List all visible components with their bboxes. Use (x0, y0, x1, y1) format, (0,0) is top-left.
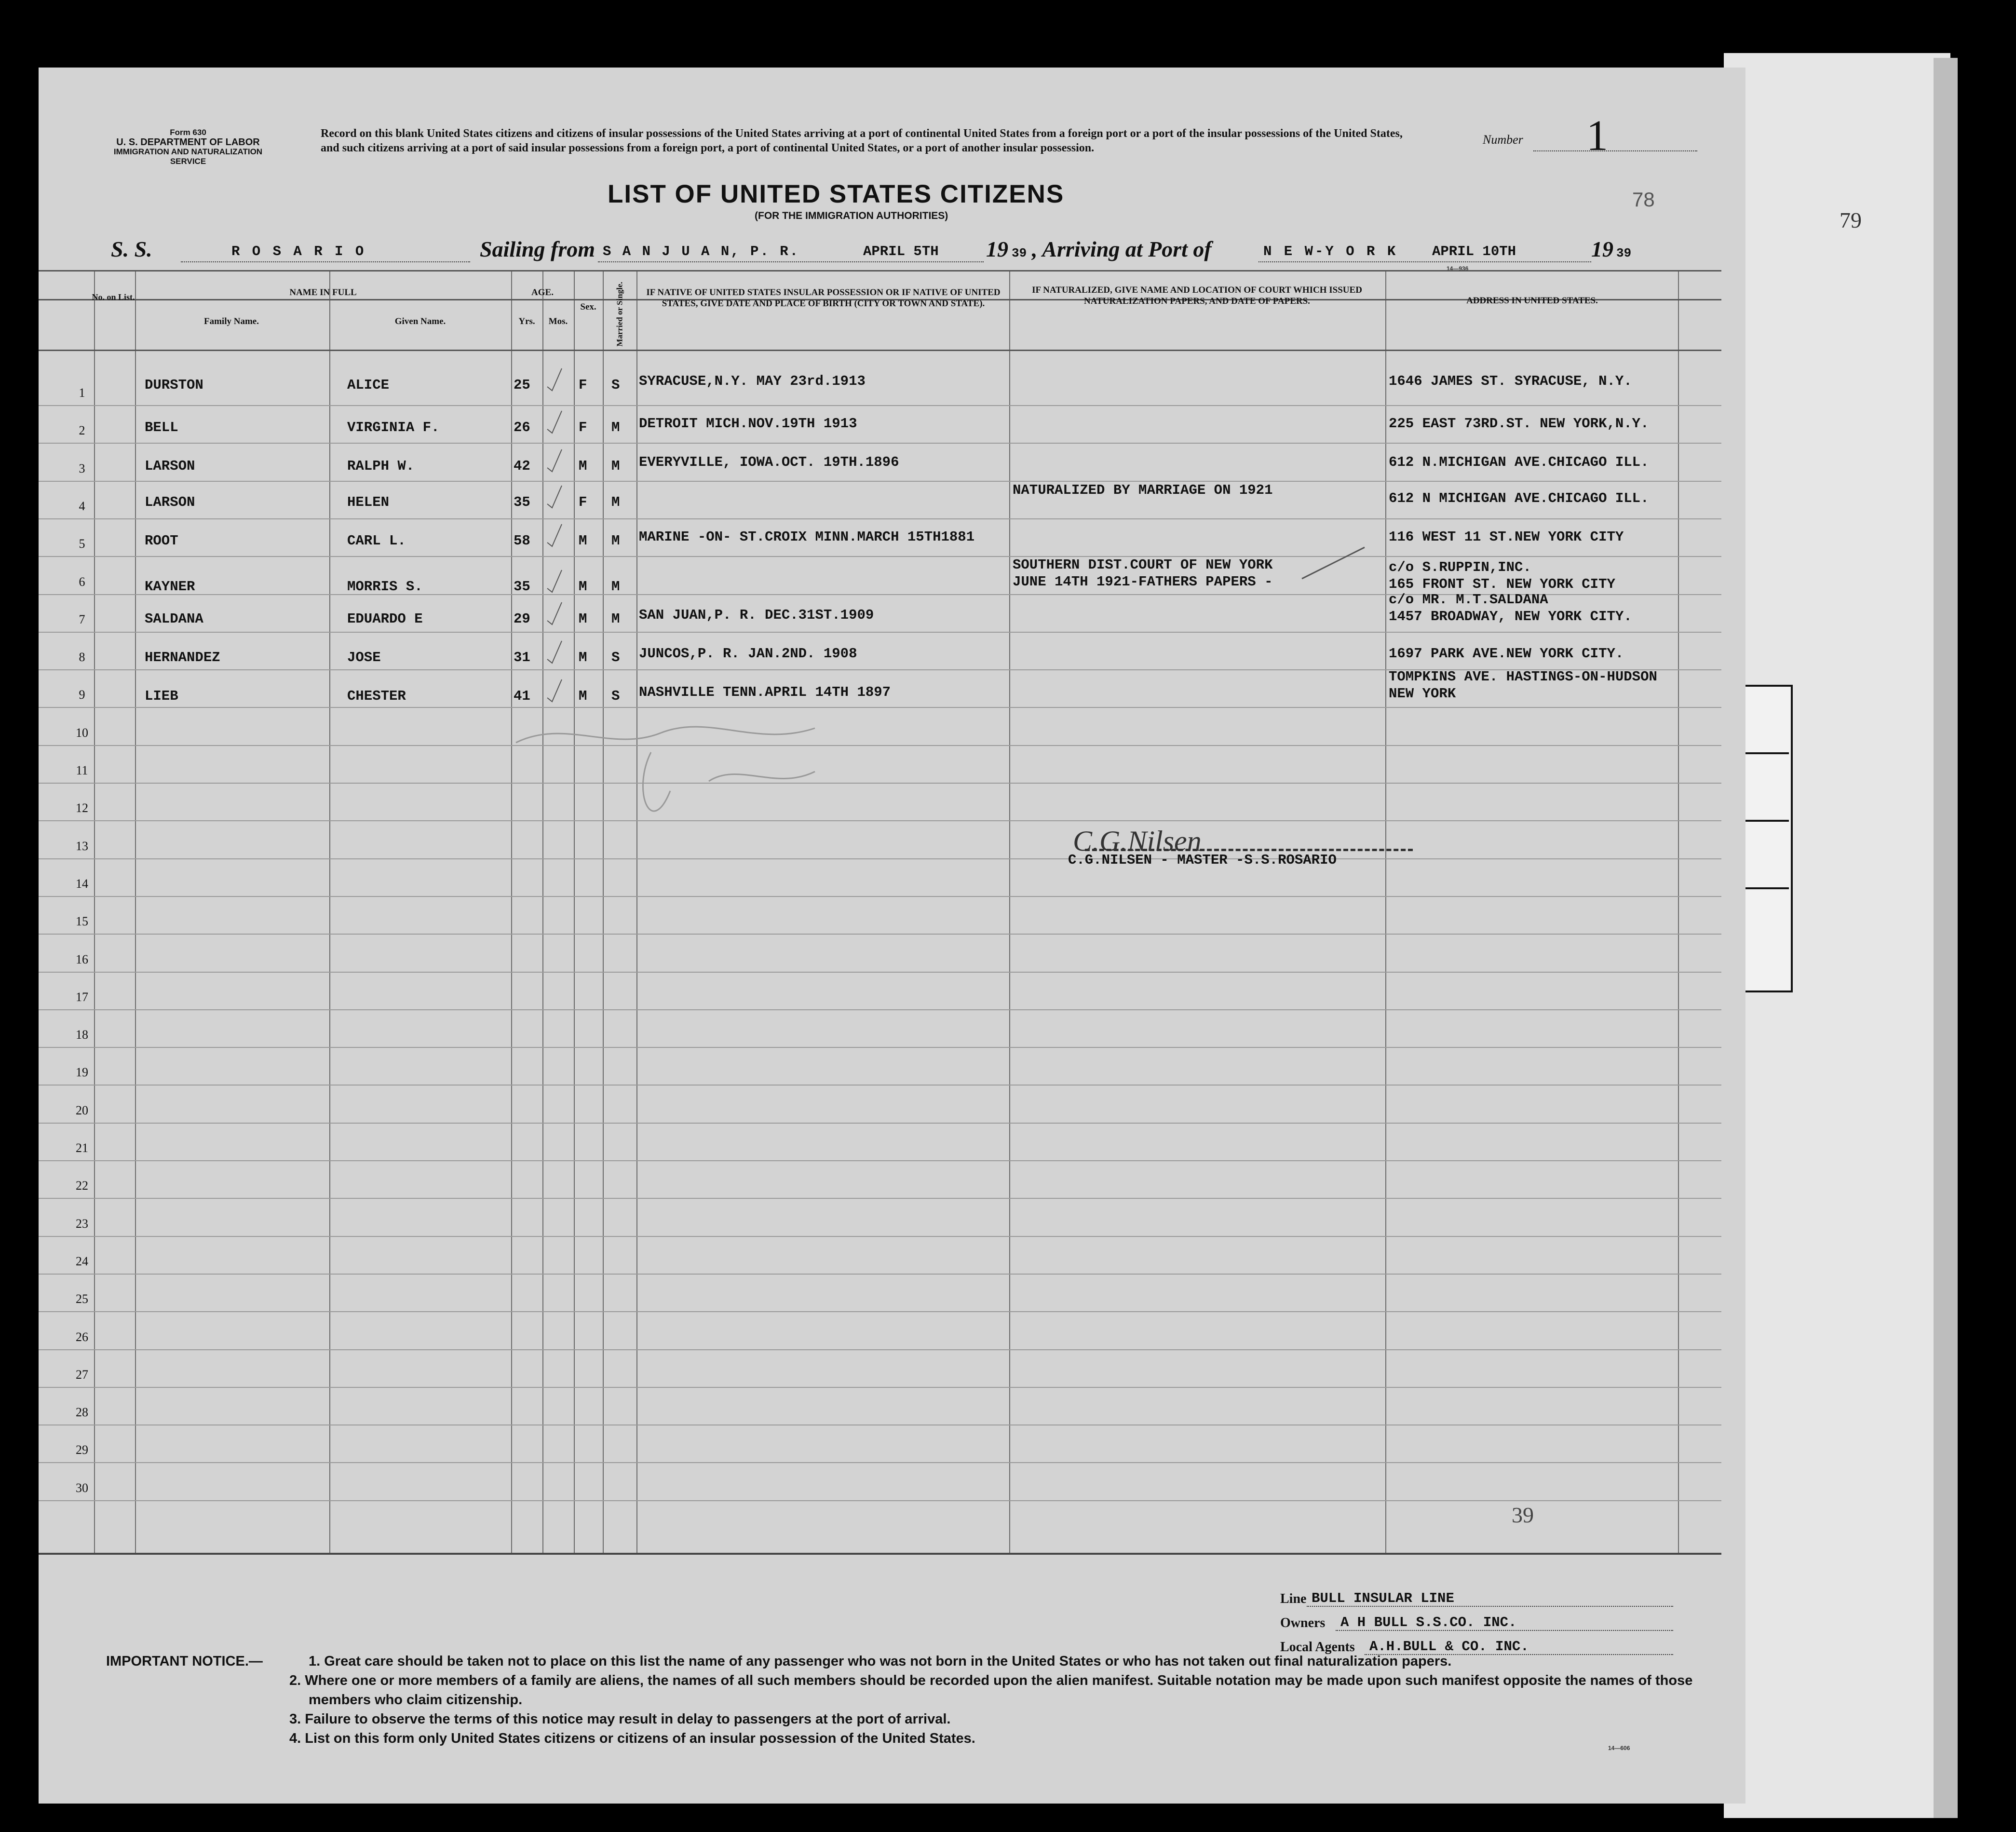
birth-place-date: SYRACUSE,N.Y. MAY 23rd.1913 (639, 373, 866, 389)
row-rule (39, 481, 1721, 482)
marital-status: M (611, 494, 620, 510)
check-mark-icon (545, 448, 564, 473)
family-name: LARSON (145, 458, 195, 474)
given-name: CARL L. (347, 533, 406, 549)
check-mark-icon (545, 569, 564, 593)
list-number: 1 (1586, 112, 1608, 160)
row-rule (39, 1085, 1721, 1086)
arriving-label: , Arriving at Port of (1032, 237, 1212, 261)
age-years: 26 (514, 420, 530, 435)
arrival-year: 39 (1616, 246, 1632, 260)
row-number: 23 (76, 1216, 88, 1231)
row-number: 3 (79, 461, 85, 475)
row-number: 11 (76, 763, 88, 777)
birth-place-date: SAN JUAN,P. R. DEC.31ST.1909 (639, 607, 874, 623)
master-signature: C.G.Nilsen (1073, 825, 1202, 857)
page-count: 39 (1512, 1503, 1534, 1527)
check-mark-icon (545, 367, 564, 392)
row-rule (39, 896, 1721, 897)
col-header-sex: Sex. (580, 302, 596, 312)
arrival-rule (1258, 261, 1591, 262)
year-prefix: 19 (1591, 237, 1613, 261)
line-label: Line (1280, 1591, 1307, 1606)
column-rule (542, 270, 543, 1553)
column-rule (329, 270, 330, 1553)
ship-rule (181, 261, 470, 262)
row-number: 28 (76, 1405, 88, 1420)
line-rule (1307, 1606, 1673, 1607)
col-header-given: Given Name. (394, 316, 446, 326)
row-number: 5 (79, 537, 85, 551)
notice-item: 1. Great care should be taken not to place on this list the name of any passenger who was not born in the United States or who has not taken out final naturalization papers. (309, 1654, 1452, 1669)
department: U. S. DEPARTMENT OF LABOR (116, 137, 260, 148)
sex: M (579, 650, 587, 665)
row-rule (39, 556, 1721, 557)
notice-item: 2. Where one or more members of a family are aliens, the names of all such members should be recorded upon the alien manifest. Suitable notation may be made upon such manifest opposite the names of those members who claim citizenship. (289, 1673, 1693, 1708)
marital-status: M (611, 420, 620, 435)
column-rule (1385, 270, 1386, 1553)
age-years: 35 (514, 579, 530, 595)
page-title: LIST OF UNITED STATES CITIZENS (608, 180, 1065, 208)
address-line: c/o S.RUPPIN,INC. (1389, 559, 1531, 575)
family-name: HERNANDEZ (145, 650, 220, 665)
arrival-date: APRIL 10TH (1432, 244, 1516, 259)
birth-place-date: EVERYVILLE, IOWA.OCT. 19TH.1896 (639, 454, 899, 470)
year-prefix: 19 (986, 237, 1008, 261)
row-number: 30 (76, 1480, 88, 1495)
given-name: CHESTER (347, 688, 406, 704)
row-number: 1 (79, 386, 85, 400)
col-header-years: Yrs. (518, 316, 535, 326)
sailing-label: Sailing from (480, 237, 595, 261)
column-rule (574, 270, 575, 1553)
given-name: MORRIS S. (347, 579, 423, 595)
ss-label: S. S. (111, 237, 152, 261)
check-mark-icon (545, 679, 564, 703)
naturalization-info: JUNE 14TH 1921-FATHERS PAPERS - (1013, 574, 1273, 590)
check-mark-icon (545, 410, 564, 434)
sailing-date: APRIL 5TH (863, 244, 939, 259)
age-years: 35 (514, 494, 530, 510)
row-rule (39, 972, 1721, 973)
address-line: TOMPKINS AVE. HASTINGS-ON-HUDSON (1389, 669, 1657, 685)
notice-lead: IMPORTANT NOTICE.— (106, 1654, 263, 1669)
row-rule (39, 1198, 1721, 1199)
address-line: 1697 PARK AVE.NEW YORK CITY. (1389, 646, 1624, 662)
row-number: 20 (76, 1103, 88, 1117)
row-number: 16 (76, 952, 88, 966)
form-header (96, 128, 280, 166)
departure-port: S A N J U A N, P. R. (603, 244, 800, 259)
naturalization-info: SOUTHERN DIST.COURT OF NEW YORK (1013, 557, 1273, 573)
address-line: 1457 BROADWAY, NEW YORK CITY. (1389, 609, 1632, 624)
row-rule (39, 783, 1721, 784)
sex: M (579, 579, 587, 595)
given-name: JOSE (347, 650, 381, 665)
age-years: 25 (514, 377, 530, 393)
given-name: ALICE (347, 377, 390, 393)
address-line: 612 N.MICHIGAN AVE.CHICAGO ILL. (1389, 454, 1649, 470)
sex: F (579, 494, 587, 510)
port-rule (598, 261, 984, 262)
family-name: ROOT (145, 533, 178, 549)
address-line: c/o MR. M.T.SALDANA (1389, 592, 1548, 608)
family-name: LIEB (145, 688, 178, 704)
col-header-family: Family Name. (204, 316, 259, 326)
address-line: NEW YORK (1389, 686, 1456, 702)
column-rule (636, 270, 637, 1553)
notice-item: 4. List on this form only United States citizens or citizens of an insular possession of the United States. (289, 1731, 975, 1746)
row-number: 8 (79, 650, 85, 665)
marital-status: M (611, 533, 620, 549)
row-rule (39, 443, 1721, 444)
column-rule (135, 270, 136, 1553)
family-name: LARSON (145, 494, 195, 510)
family-name: SALDANA (145, 611, 203, 627)
sex: M (579, 611, 587, 627)
age-years: 41 (514, 688, 530, 704)
row-rule (39, 1349, 1721, 1350)
row-number: 4 (79, 499, 85, 513)
form-number: Form 630 (170, 128, 206, 137)
pencil-check-icon (1297, 545, 1369, 584)
family-name: DURSTON (145, 377, 203, 393)
handwritten-annotation (506, 714, 844, 868)
given-name: VIRGINIA F. (347, 420, 440, 435)
check-mark-icon (545, 523, 564, 547)
adjacent-page-number: 79 (1840, 208, 1862, 232)
owners-label: Owners (1280, 1615, 1326, 1630)
row-number: 15 (76, 914, 88, 929)
row-number: 14 (76, 876, 88, 891)
row-rule (39, 632, 1721, 633)
row-number: 26 (76, 1330, 88, 1344)
marital-status: S (611, 650, 620, 665)
family-name: BELL (145, 420, 178, 435)
row-rule (39, 1462, 1721, 1463)
col-header-age: AGE. (531, 287, 554, 298)
col-header-naturalized: IF NATURALIZED, GIVE NAME AND LOCATION OF COURT WHICH ISSUED NATURALIZATION PAPERS, AND DATE OF PAPERS. (1032, 285, 1362, 306)
age-years: 58 (514, 533, 530, 549)
row-rule (39, 1311, 1721, 1312)
notice-item: 3. Failure to observe the terms of this notice may result in delay to passengers at the port of arrival. (289, 1711, 951, 1727)
row-number: 7 (79, 612, 85, 626)
row-rule (39, 1274, 1721, 1275)
row-rule (39, 934, 1721, 935)
age-years: 29 (514, 611, 530, 627)
naturalization-info: NATURALIZED BY MARRIAGE ON 1921 (1013, 482, 1273, 498)
birth-place-date: MARINE -ON- ST.CROIX MINN.MARCH 15TH1881 (639, 529, 975, 545)
row-rule (39, 1500, 1721, 1501)
row-number: 10 (76, 725, 88, 740)
form-code: 14—936 (1447, 265, 1469, 272)
signature-rule (1085, 849, 1413, 851)
birth-place-date: DETROIT MICH.NOV.19TH 1913 (639, 416, 857, 432)
owners-value: A H BULL S.S.CO. INC. (1340, 1615, 1517, 1630)
birth-place-date: NASHVILLE TENN.APRIL 14TH 1897 (639, 684, 891, 700)
check-mark-icon (545, 601, 564, 625)
column-rule (1009, 270, 1010, 1553)
row-number: 29 (76, 1443, 88, 1457)
marital-status: M (611, 611, 620, 627)
marital-status: M (611, 579, 620, 595)
page-subtitle: (FOR THE IMMIGRATION AUTHORITIES) (755, 210, 948, 221)
col-header-native: IF NATIVE OF UNITED STATES INSULAR POSSESSION OR IF NATIVE OF UNITED STATES, GIVE DATE AND PLACE OF BIRTH (CITY OR TOWN AND STATE). (646, 287, 1001, 309)
row-number: 6 (79, 574, 85, 589)
marital-status: M (611, 458, 620, 474)
page-mark: 78 (1632, 188, 1655, 211)
ship-name: R O S A R I O (231, 244, 366, 259)
marital-status: S (611, 688, 620, 704)
arrival-port: N E W-Y O R K (1263, 244, 1398, 259)
row-rule (39, 1236, 1721, 1237)
row-number: 19 (76, 1065, 88, 1080)
form-code: 14—606 (1608, 1745, 1630, 1751)
age-years: 31 (514, 650, 530, 665)
record-instruction: Record on this blank United States citizens and citizens of insular possessions of the United States arriving at a port of continental United States from a foreign port or a port of the insular possessions of the United States, and such citizens arriving at a port of said insular possessions from a foreign port, a port of continental United States, or a port of another insular possession. (321, 127, 1403, 154)
given-name: RALPH W. (347, 458, 415, 474)
given-name: HELEN (347, 494, 390, 510)
sex: M (579, 458, 587, 474)
address-line: 612 N MICHIGAN AVE.CHICAGO ILL. (1389, 490, 1649, 506)
check-mark-icon (545, 640, 564, 664)
row-rule (39, 1123, 1721, 1124)
row-number: 2 (79, 423, 85, 438)
page-edge (1934, 58, 1958, 1818)
row-number: 24 (76, 1254, 88, 1268)
row-rule (39, 405, 1721, 406)
row-rule (39, 858, 1721, 859)
column-rule (603, 270, 604, 1553)
important-notice (106, 1652, 1697, 1748)
col-header-married: Married or Single. (615, 282, 624, 347)
row-number: 22 (76, 1179, 88, 1193)
col-header-no: No. on List. (92, 292, 135, 302)
number-rule (1533, 150, 1697, 151)
column-rule (1678, 270, 1679, 1553)
col-header-address: ADDRESS IN UNITED STATES. (1466, 296, 1598, 306)
row-number: 18 (76, 1028, 88, 1042)
check-mark-icon (545, 485, 564, 509)
row-rule (39, 518, 1721, 519)
row-number: 17 (76, 990, 88, 1004)
address-line: 116 WEST 11 ST.NEW YORK CITY (1389, 529, 1624, 545)
row-number: 9 (79, 688, 85, 702)
row-number: 27 (76, 1367, 88, 1382)
row-number: 12 (76, 801, 88, 815)
family-name: KAYNER (145, 579, 195, 595)
row-rule (39, 1387, 1721, 1388)
birth-place-date: JUNCOS,P. R. JAN.2ND. 1908 (639, 646, 857, 662)
col-header-months: Mos. (548, 316, 568, 326)
row-number: 13 (76, 839, 88, 853)
master-typed-name: C.G.NILSEN - MASTER -S.S.ROSARIO (1068, 852, 1337, 868)
row-number: 25 (76, 1292, 88, 1306)
header-rule (39, 270, 1721, 271)
row-number: 21 (76, 1141, 88, 1155)
table-end-rule (39, 1553, 1721, 1555)
pencil-scribble-icon (506, 714, 844, 858)
row-rule (39, 1160, 1721, 1161)
address-line: 225 EAST 73RD.ST. NEW YORK,N.Y. (1389, 416, 1649, 432)
given-name: EDUARDO E (347, 611, 423, 627)
header-rule (39, 350, 1721, 351)
row-rule (39, 820, 1721, 821)
row-rule (39, 1009, 1721, 1010)
sailing-year: 39 (1012, 246, 1027, 260)
agents-label: Local Agents (1280, 1640, 1355, 1655)
sex: F (579, 420, 587, 435)
address-line: 1646 JAMES ST. SYRACUSE, N.Y. (1389, 373, 1632, 389)
col-header-name: NAME IN FULL (289, 287, 357, 298)
column-rule (511, 270, 512, 1553)
owners-rule (1336, 1630, 1673, 1631)
marital-status: S (611, 377, 620, 393)
row-rule (39, 707, 1721, 708)
service: IMMIGRATION AND NATURALIZATION SERVICE (113, 147, 263, 166)
age-years: 42 (514, 458, 530, 474)
sex: M (579, 688, 587, 704)
row-rule (39, 745, 1721, 746)
line-value: BULL INSULAR LINE (1312, 1590, 1454, 1606)
address-line: 165 FRONT ST. NEW YORK CITY (1389, 576, 1615, 592)
agents-value: A.H.BULL & CO. INC. (1369, 1639, 1529, 1655)
number-label: Number (1483, 133, 1523, 147)
sex: M (579, 533, 587, 549)
sex: F (579, 377, 587, 393)
row-rule (39, 1047, 1721, 1048)
